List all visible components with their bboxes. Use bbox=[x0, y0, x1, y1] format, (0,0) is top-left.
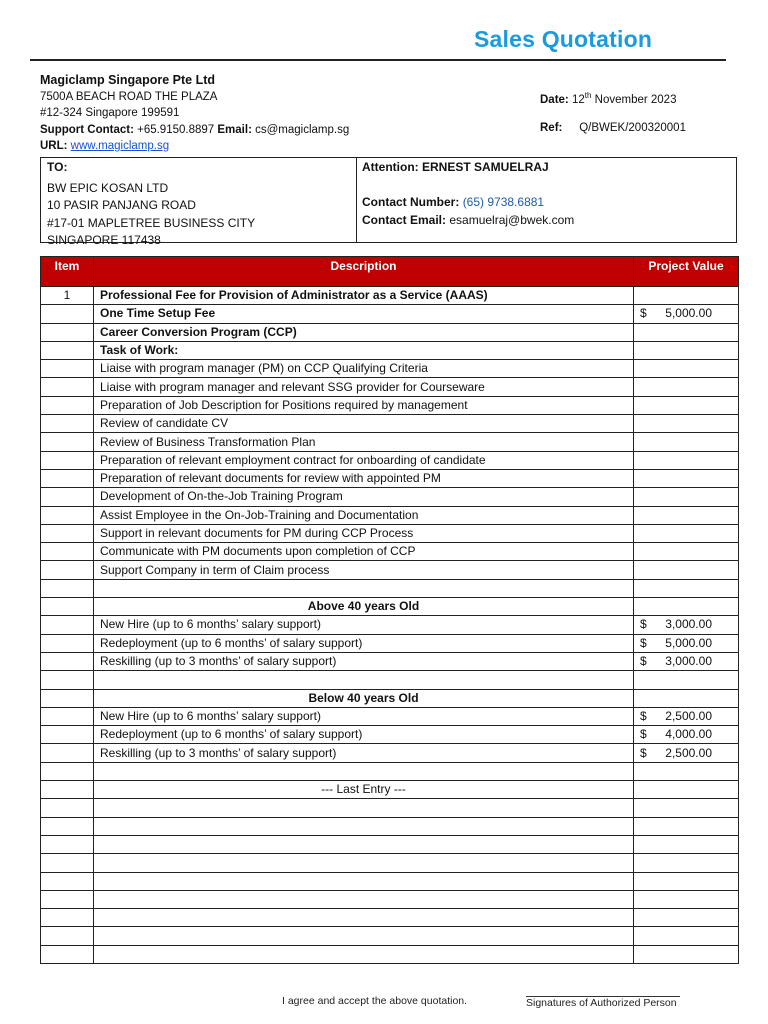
row-item-number bbox=[41, 579, 94, 597]
contact-number-line bbox=[362, 194, 574, 212]
contact-number: (65) 9738.6881 bbox=[462, 195, 545, 209]
row-project-value bbox=[634, 451, 739, 469]
date-rest: November 2023 bbox=[594, 93, 677, 106]
row-project-value bbox=[634, 689, 739, 707]
support-contact-line bbox=[40, 122, 349, 139]
url-label: URL: bbox=[40, 140, 68, 152]
row-item-number bbox=[41, 341, 94, 359]
row-item-number bbox=[41, 781, 94, 799]
row-description: Task of Work: bbox=[94, 341, 634, 359]
row-item-number bbox=[41, 396, 94, 414]
table-row bbox=[41, 909, 739, 927]
contact-email-line bbox=[362, 212, 574, 230]
row-project-value bbox=[634, 543, 739, 561]
row-project-value bbox=[634, 287, 739, 305]
row-item-number bbox=[41, 927, 94, 945]
row-currency: $ bbox=[640, 306, 647, 321]
row-project-value bbox=[634, 433, 739, 451]
table-row bbox=[41, 598, 739, 616]
signature-label: Signatures of Authorized Person bbox=[526, 997, 677, 1009]
row-item-number bbox=[41, 817, 94, 835]
row-project-value bbox=[634, 781, 739, 799]
row-item-number bbox=[41, 305, 94, 323]
row-project-value bbox=[634, 634, 739, 652]
row-description: New Hire (up to 6 months’ salary support) bbox=[94, 707, 634, 725]
address-box bbox=[40, 157, 737, 247]
row-amount: 2,500.00 bbox=[665, 708, 712, 723]
row-item-number bbox=[41, 598, 94, 616]
row-project-value bbox=[634, 341, 739, 359]
company-email: cs@magiclamp.sg bbox=[255, 123, 350, 136]
support-label: Support Contact: bbox=[40, 123, 134, 136]
row-project-value bbox=[634, 561, 739, 579]
ref-line bbox=[540, 122, 686, 134]
row-description: Reskilling (up to 3 months’ of salary support) bbox=[94, 652, 634, 670]
contact-email-label: Contact Email: bbox=[362, 212, 447, 227]
row-item-number bbox=[41, 488, 94, 506]
row-item-number bbox=[41, 799, 94, 817]
table-row bbox=[41, 323, 739, 341]
table-row bbox=[41, 341, 739, 359]
row-item-number bbox=[41, 909, 94, 927]
date-suffix: th bbox=[584, 91, 592, 100]
date-label: Date: bbox=[540, 93, 569, 106]
row-description bbox=[94, 945, 634, 963]
row-project-value bbox=[634, 799, 739, 817]
row-project-value bbox=[634, 488, 739, 506]
row-description: Liaise with program manager and relevant SSG provider for Courseware bbox=[94, 378, 634, 396]
row-description: Redeployment (up to 6 months’ of salary support) bbox=[94, 726, 634, 744]
row-project-value bbox=[634, 323, 739, 341]
table-row bbox=[41, 781, 739, 799]
row-item-number bbox=[41, 415, 94, 433]
row-item-number bbox=[41, 726, 94, 744]
row-description bbox=[94, 854, 634, 872]
row-project-value bbox=[634, 616, 739, 634]
row-project-value bbox=[634, 835, 739, 853]
row-project-value bbox=[634, 890, 739, 908]
row-project-value bbox=[634, 744, 739, 762]
row-project-value bbox=[634, 854, 739, 872]
table-row bbox=[41, 854, 739, 872]
row-description bbox=[94, 799, 634, 817]
date-day: 12 bbox=[571, 93, 585, 106]
header-item: Item bbox=[41, 257, 94, 287]
company-block bbox=[40, 72, 349, 155]
table-row bbox=[41, 762, 739, 780]
row-description: Assist Employee in the On-Job-Training and Documentation bbox=[94, 506, 634, 524]
row-item-number bbox=[41, 689, 94, 707]
table-row bbox=[41, 524, 739, 542]
row-project-value bbox=[634, 396, 739, 414]
row-description: --- Last Entry --- bbox=[94, 781, 634, 799]
row-description: Professional Fee for Provision of Administrator as a Service (AAAS) bbox=[94, 287, 634, 305]
row-description: Preparation of Job Description for Positions required by management bbox=[94, 396, 634, 414]
table-row bbox=[41, 945, 739, 963]
row-description: Below 40 years Old bbox=[94, 689, 634, 707]
table-row bbox=[41, 726, 739, 744]
row-item-number bbox=[41, 835, 94, 853]
row-item-number bbox=[41, 360, 94, 378]
table-row bbox=[41, 561, 739, 579]
row-description: Review of candidate CV bbox=[94, 415, 634, 433]
row-amount: 5,000.00 bbox=[665, 635, 712, 650]
row-description: Development of On-the-Job Training Program bbox=[94, 488, 634, 506]
table-row bbox=[41, 378, 739, 396]
row-description bbox=[94, 579, 634, 597]
row-project-value bbox=[634, 415, 739, 433]
recipient-line4: SINGAPORE 117438 bbox=[47, 233, 161, 247]
row-item-number: 1 bbox=[41, 287, 94, 305]
row-item-number bbox=[41, 524, 94, 542]
to-label: TO: bbox=[47, 160, 68, 174]
contact-email: esamuelraj@bwek.com bbox=[449, 212, 575, 227]
row-item-number bbox=[41, 561, 94, 579]
row-description bbox=[94, 927, 634, 945]
row-item-number bbox=[41, 872, 94, 890]
table-row bbox=[41, 707, 739, 725]
table-row bbox=[41, 671, 739, 689]
document-title: Sales Quotation bbox=[474, 26, 653, 52]
row-project-value bbox=[634, 305, 739, 323]
company-name: Magiclamp Singapore Pte Ltd bbox=[40, 73, 216, 87]
row-project-value bbox=[634, 872, 739, 890]
row-project-value bbox=[634, 652, 739, 670]
table-row bbox=[41, 634, 739, 652]
row-amount: 5,000.00 bbox=[665, 306, 712, 321]
row-currency: $ bbox=[640, 745, 647, 760]
company-address-line2: #12-324 Singapore 199591 bbox=[40, 107, 180, 119]
row-project-value bbox=[634, 726, 739, 744]
email-label: Email: bbox=[217, 123, 252, 136]
row-amount: 2,500.00 bbox=[665, 745, 712, 760]
row-project-value bbox=[634, 707, 739, 725]
row-project-value bbox=[634, 506, 739, 524]
recipient-line2: 10 PASIR PANJANG ROAD bbox=[47, 198, 196, 212]
row-project-value bbox=[634, 762, 739, 780]
row-item-number bbox=[41, 323, 94, 341]
row-currency: $ bbox=[640, 654, 647, 669]
table-row bbox=[41, 744, 739, 762]
contact-number-label: Contact Number: bbox=[362, 195, 460, 209]
header-project-value: Project Value bbox=[634, 257, 739, 287]
row-currency: $ bbox=[640, 708, 647, 723]
table-row bbox=[41, 872, 739, 890]
table-row bbox=[41, 616, 739, 634]
table-row bbox=[41, 396, 739, 414]
recipient-line1: BW EPIC KOSAN LTD bbox=[47, 180, 169, 195]
row-description bbox=[94, 872, 634, 890]
row-project-value bbox=[634, 945, 739, 963]
row-item-number bbox=[41, 854, 94, 872]
table-row bbox=[41, 305, 739, 323]
row-description: Preparation of relevant employment contract for onboarding of candidate bbox=[94, 451, 634, 469]
row-project-value bbox=[634, 579, 739, 597]
row-description bbox=[94, 817, 634, 835]
table-row bbox=[41, 451, 739, 469]
company-address-line1: 7500A BEACH ROAD THE PLAZA bbox=[40, 90, 218, 103]
table-row bbox=[41, 433, 739, 451]
table-row bbox=[41, 488, 739, 506]
row-project-value bbox=[634, 360, 739, 378]
row-project-value bbox=[634, 598, 739, 616]
row-project-value bbox=[634, 524, 739, 542]
table-row bbox=[41, 543, 739, 561]
row-description bbox=[94, 909, 634, 927]
row-item-number bbox=[41, 744, 94, 762]
table-row bbox=[41, 415, 739, 433]
row-item-number bbox=[41, 433, 94, 451]
row-description: Liaise with program manager (PM) on CCP Qualifying Criteria bbox=[94, 360, 634, 378]
row-description bbox=[94, 890, 634, 908]
agreement-text: I agree and accept the above quotation. bbox=[282, 995, 468, 1007]
row-description bbox=[94, 835, 634, 853]
row-item-number bbox=[41, 707, 94, 725]
row-currency: $ bbox=[640, 635, 647, 650]
row-project-value bbox=[634, 909, 739, 927]
title-divider bbox=[30, 59, 726, 61]
row-item-number bbox=[41, 616, 94, 634]
table-row bbox=[41, 287, 739, 305]
ref-number: Q/BWEK/200320001 bbox=[579, 122, 686, 134]
row-description: Above 40 years Old bbox=[94, 598, 634, 616]
row-description: Reskilling (up to 3 months’ of salary support) bbox=[94, 744, 634, 762]
row-item-number bbox=[41, 652, 94, 670]
support-phone: +65.9150.8897 bbox=[137, 123, 215, 136]
quotation-table bbox=[40, 256, 739, 964]
row-item-number bbox=[41, 543, 94, 561]
row-description: Communicate with PM documents upon completion of CCP bbox=[94, 543, 634, 561]
table-row bbox=[41, 506, 739, 524]
row-project-value bbox=[634, 378, 739, 396]
table-row bbox=[41, 835, 739, 853]
row-item-number bbox=[41, 762, 94, 780]
table-row bbox=[41, 927, 739, 945]
row-item-number bbox=[41, 506, 94, 524]
row-project-value bbox=[634, 469, 739, 487]
table-row bbox=[41, 817, 739, 835]
row-amount: 3,000.00 bbox=[665, 654, 712, 669]
table-row bbox=[41, 469, 739, 487]
row-item-number bbox=[41, 378, 94, 396]
table-row bbox=[41, 799, 739, 817]
company-url-link[interactable]: www.magiclamp.sg bbox=[70, 140, 170, 152]
url-line bbox=[40, 138, 349, 155]
row-amount: 3,000.00 bbox=[665, 617, 712, 632]
row-amount: 4,000.00 bbox=[665, 727, 712, 742]
row-description: Preparation of relevant documents for review with appointed PM bbox=[94, 469, 634, 487]
recipient-block bbox=[47, 159, 255, 250]
row-item-number bbox=[41, 451, 94, 469]
row-currency: $ bbox=[640, 727, 647, 742]
row-description: One Time Setup Fee bbox=[94, 305, 634, 323]
table-row bbox=[41, 689, 739, 707]
row-description: Support in relevant documents for PM during CCP Process bbox=[94, 524, 634, 542]
row-project-value bbox=[634, 817, 739, 835]
row-description: Redeployment (up to 6 months’ of salary support) bbox=[94, 634, 634, 652]
row-project-value bbox=[634, 927, 739, 945]
row-description bbox=[94, 671, 634, 689]
row-item-number bbox=[41, 671, 94, 689]
row-description: New Hire (up to 6 months’ salary support) bbox=[94, 616, 634, 634]
ref-label: Ref: bbox=[540, 122, 563, 134]
row-item-number bbox=[41, 890, 94, 908]
recipient-line3: #17-01 MAPLETREE BUSINESS CITY bbox=[47, 215, 256, 230]
row-currency: $ bbox=[640, 617, 647, 632]
table-row bbox=[41, 890, 739, 908]
attention-block bbox=[362, 159, 574, 229]
row-description: Career Conversion Program (CCP) bbox=[94, 323, 634, 341]
row-item-number bbox=[41, 634, 94, 652]
date-line bbox=[540, 91, 676, 106]
table-row bbox=[41, 360, 739, 378]
row-description: Support Company in term of Claim process bbox=[94, 561, 634, 579]
address-box-divider bbox=[356, 158, 357, 242]
row-description bbox=[94, 762, 634, 780]
header-description: Description bbox=[94, 257, 634, 287]
table-row bbox=[41, 579, 739, 597]
row-project-value bbox=[634, 671, 739, 689]
attention-label: Attention: ERNEST SAMUELRAJ bbox=[362, 160, 549, 174]
row-item-number bbox=[41, 469, 94, 487]
row-description: Review of Business Transformation Plan bbox=[94, 433, 634, 451]
row-item-number bbox=[41, 945, 94, 963]
table-header-row bbox=[41, 257, 739, 287]
table-row bbox=[41, 652, 739, 670]
